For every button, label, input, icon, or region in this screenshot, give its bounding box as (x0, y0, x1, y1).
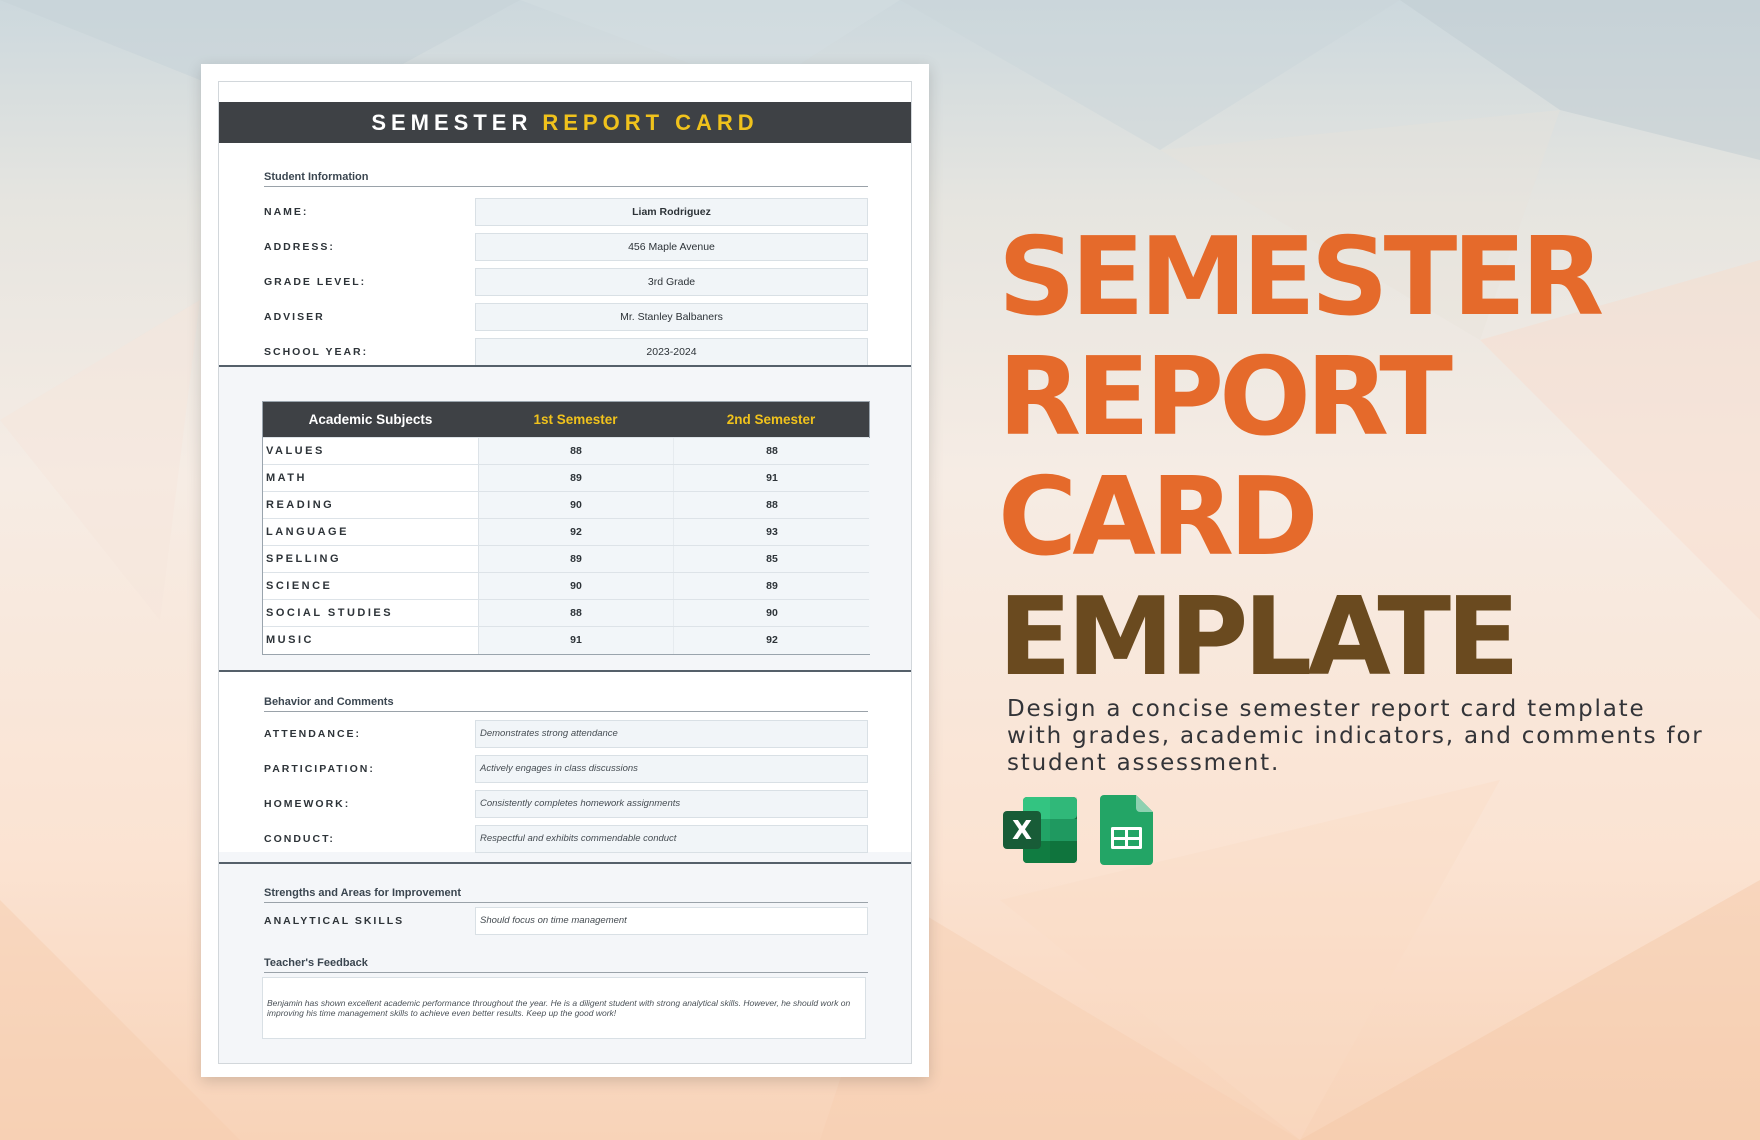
subject-cell: LANGUAGE (266, 526, 349, 538)
promo-title-line-4: EMPLATE (998, 575, 1515, 700)
google-sheets-icon[interactable] (1100, 795, 1153, 865)
section-divider (219, 365, 911, 367)
behavior-section (219, 672, 911, 852)
subject-cell: MUSIC (266, 634, 314, 646)
field-analytical-skills (264, 907, 868, 935)
sem1-cell[interactable]: 90 (478, 573, 673, 600)
field-value-school-year[interactable]: 2023-2024 (475, 338, 868, 366)
sem1-cell[interactable]: 89 (478, 546, 673, 573)
report-card-preview (201, 64, 929, 1077)
sem2-cell[interactable]: 89 (673, 573, 870, 600)
field-school-year (264, 338, 868, 366)
field-value-analytical-skills[interactable]: Should focus on time management (475, 907, 868, 935)
header-subjects: Academic Subjects (308, 412, 433, 427)
sem1-cell[interactable]: 88 (478, 600, 673, 627)
field-value-attendance[interactable]: Demonstrates strong attendance (475, 720, 868, 748)
field-label: ADVISER (264, 311, 325, 323)
teacher-feedback-box[interactable]: Benjamin has shown excellent academic performance throughout the year. He is a diligent student with strong analytical skills. However, he should work on improving his time management skills to achieve even better results. Keep up the good work! (262, 977, 866, 1039)
field-label: ATTENDANCE: (264, 728, 362, 740)
sem2-cell[interactable]: 91 (673, 465, 870, 492)
report-card-sheet (218, 81, 912, 1064)
sem2-cell[interactable]: 88 (673, 492, 870, 519)
header-1st-semester: 1st Semester (533, 412, 618, 427)
field-conduct (264, 825, 868, 853)
table-row (263, 437, 869, 465)
field-adviser (264, 303, 868, 331)
field-grade-level (264, 268, 868, 296)
grades-table (262, 401, 870, 655)
field-label: SCHOOL YEAR: (264, 346, 369, 358)
feedback-heading: Teacher's Feedback (264, 957, 868, 973)
student-info-heading: Student Information (264, 171, 868, 187)
field-label: ANALYTICAL SKILLS (264, 915, 405, 927)
promo-title-line-3: CARD (998, 455, 1314, 580)
promo-description: Design a concise semester report card template with grades, academic indicators, and comments for student assessment. (1007, 696, 1704, 776)
sem2-cell[interactable]: 85 (673, 546, 870, 573)
field-value-address[interactable]: 456 Maple Avenue (475, 233, 868, 261)
header-2nd-semester: 2nd Semester (726, 412, 816, 427)
promo-title (998, 215, 1600, 700)
sem1-cell[interactable]: 90 (478, 492, 673, 519)
field-value-conduct[interactable]: Respectful and exhibits commendable conduct (475, 825, 868, 853)
field-address (264, 233, 868, 261)
sem2-cell[interactable]: 93 (673, 519, 870, 546)
sem1-cell[interactable]: 91 (478, 627, 673, 654)
subject-cell: SOCIAL STUDIES (266, 607, 394, 619)
subject-cell: SPELLING (266, 553, 342, 565)
sem2-cell[interactable]: 90 (673, 600, 870, 627)
table-row (263, 626, 869, 654)
section-divider (219, 862, 911, 864)
field-value-participation[interactable]: Actively engages in class discussions (475, 755, 868, 783)
table-row (263, 545, 869, 573)
field-value-adviser[interactable]: Mr. Stanley Balbaners (475, 303, 868, 331)
grades-table-header (263, 402, 869, 437)
table-row (263, 572, 869, 600)
sem1-cell[interactable]: 92 (478, 519, 673, 546)
field-label: HOMEWORK: (264, 798, 351, 810)
sem2-cell[interactable]: 88 (673, 438, 870, 465)
strengths-heading: Strengths and Areas for Improvement (264, 887, 868, 903)
field-homework (264, 790, 868, 818)
title-report-card: REPORT CARD (542, 109, 759, 135)
subject-cell: READING (266, 499, 335, 511)
student-info-section (219, 143, 911, 365)
field-attendance (264, 720, 868, 748)
title-semester: SEMESTER (371, 109, 533, 135)
sem2-cell[interactable]: 92 (673, 627, 870, 654)
field-label: CONDUCT: (264, 833, 335, 845)
subject-cell: VALUES (266, 445, 325, 457)
field-name (264, 198, 868, 226)
field-label: ADDRESS: (264, 241, 335, 253)
field-participation (264, 755, 868, 783)
subject-cell: MATH (266, 472, 307, 484)
field-value-homework[interactable]: Consistently completes homework assignments (475, 790, 868, 818)
table-row (263, 491, 869, 519)
field-value-name[interactable]: Liam Rodriguez (475, 198, 868, 226)
field-label: GRADE LEVEL: (264, 276, 367, 288)
field-label: PARTICIPATION: (264, 763, 375, 775)
behavior-heading: Behavior and Comments (264, 696, 868, 712)
sem1-cell[interactable]: 89 (478, 465, 673, 492)
promo-title-line-1: SEMESTER (998, 215, 1600, 340)
top-margin (219, 82, 911, 102)
sem1-cell[interactable]: 88 (478, 438, 673, 465)
field-value-grade-level[interactable]: 3rd Grade (475, 268, 868, 296)
table-row (263, 518, 869, 546)
field-label: NAME: (264, 206, 309, 218)
subject-cell: SCIENCE (266, 580, 333, 592)
report-card-title-bar (219, 102, 911, 143)
promo-title-line-2: REPORT (998, 335, 1448, 460)
excel-icon[interactable] (1001, 795, 1079, 865)
svg-text:X: X (1011, 816, 1033, 846)
table-row (263, 464, 869, 492)
table-row (263, 599, 869, 627)
